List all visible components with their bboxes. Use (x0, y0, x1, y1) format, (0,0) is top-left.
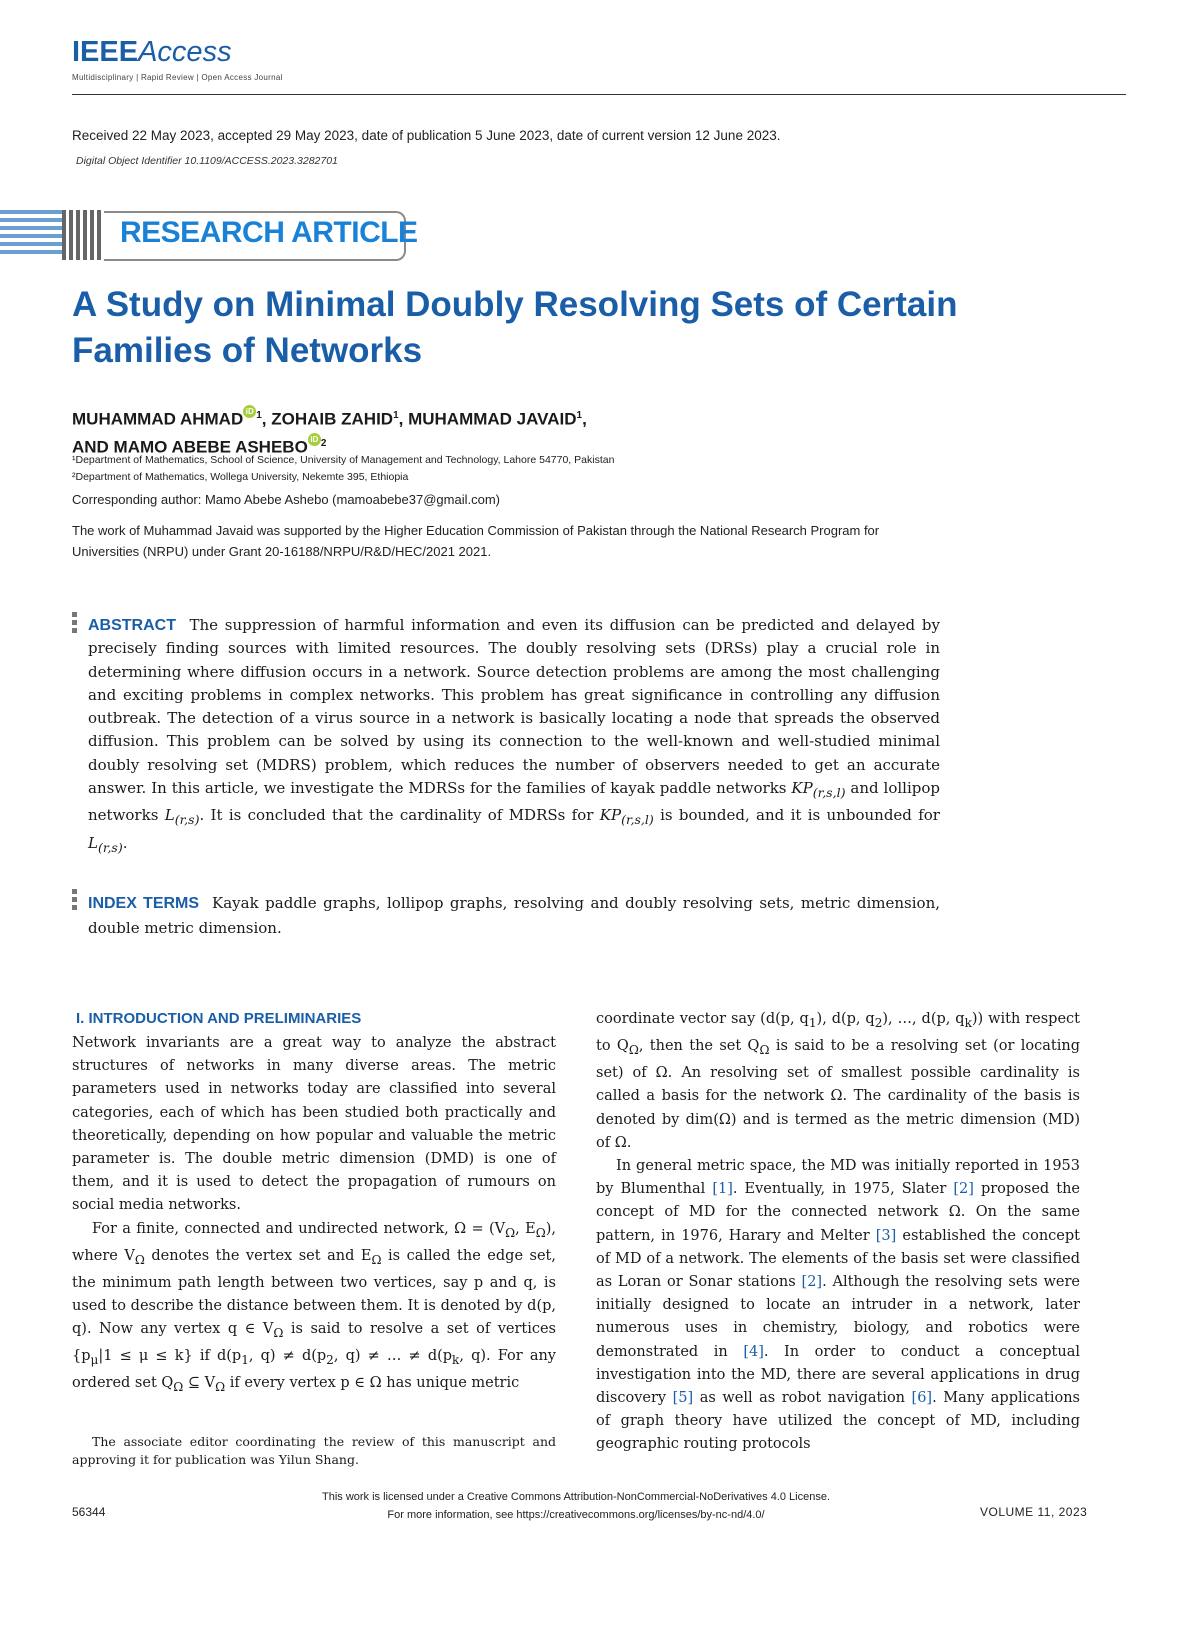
math-symbol: KP (599, 806, 622, 825)
volume-label: VOLUME 11, 2023 (980, 1505, 1088, 1519)
section-heading: I. INTRODUCTION AND PRELIMINARIES (76, 1010, 362, 1027)
affiliation: ¹Department of Mathematics, School of Science, University of Management and Technology, Lahore 54770, Pakistan (72, 454, 615, 466)
article-type-label: RESEARCH ARTICLE (120, 216, 418, 249)
logo-tagline: Multidisciplinary | Rapid Review | Open Access Journal (72, 73, 283, 82)
abstract-text: The suppression of harmful information and even its diffusion can be predicted and delayed by precisely finding sources with limited resources. The doubly resolving sets (DRSs) play a crucial role in determining where diffusion occurs in a network. Source detection problems are among the most challenging and exciting problems in complex networks. This problem has great significance in controlling any diffusion outbreak. The detection of a virus source in a network is basically locating a node that spreads the observed diffusion. This problem can be solved by using its connection to the well-known and well-studied minimal doubly resolving set (MDRS) problem, which reduces the number of observers needed to get an accurate answer. In this article, we investigate the MDRSs for the families of kayak paddle networks (88, 616, 940, 798)
corresponding-author: Corresponding author: Mamo Abebe Ashebo (mamoabebe37@gmail.com) (72, 492, 500, 507)
page-number: 56344 (72, 1505, 106, 1519)
abstract-text: and lollipop networks (88, 779, 940, 825)
paragraph: Network invariants are a great way to analyze the abstract structures of networks in many diverse areas. The metric parameters used in networks today are classified into several categories, each of which has been studied both practically and theoretically, depending on how popular and valuable the metric parameter is. The double metric dimension (DMD) is one of them, and it is used to detect the propagation of rumours on social media networks. (72, 1035, 556, 1214)
paragraph: In general metric space, the MD was initially reported in 1953 by Blumenthal [1]. Eventually, in 1975, Slater [2] proposed the concept of MD for the connected network Ω. On the same pattern, in 1976, Harary and Melter [3] established the concept of MD of a network. The elements of the basis set were classified as Loran or Sonar stations [2]. Although the resolving sets were initially designed to locate an intruder in a network, later numerous uses in chemistry, biology, and robotics were demonstrated in [4]. In order to conduct a conceptual investigation into the MD, there are several applications in drug discovery [5] as well as robot navigation [6]. Many applications of graph theory have utilized the concept of MD, including geographic routing protocols (596, 1158, 1081, 1453)
author-list: MUHAMMAD AHMAD iD $^1$, ZOHAIB ZAHID$^1$, MUHAMMAD JAVAID$^1$, AND MAMO ABEBE ASHEBO iD $^2$ (72, 407, 587, 457)
abstract-marker (72, 612, 78, 636)
orcid-icon[interactable]: iD (243, 405, 256, 418)
author-name: MUHAMMAD AHMAD (72, 409, 244, 429)
affiliation: ²Department of Mathematics, Wollega University, Nekemte 395, Ethiopia (72, 471, 409, 483)
index-terms-text: Kayak paddle graphs, lollipop graphs, resolving and doubly resolving sets, metric dimension, double metric dimension. (88, 894, 941, 937)
paragraph: For a finite, connected and undirected network, $\Omega = (V_\Omega$, $E_\Omega$), where $V_\Omega$ denotes the vertex set and $E_\Omega$ is called the edge set, the minimum path length between two vertices, say p and q, is used to describe the distance between them. It is denoted by d(p, q). Now any vertex q ∈ $V_\Omega$ is said to resolve a set of vertices $\{p_\mu|1 \le \mu \le k\}$ if $d(p_1$, $q) \ne d(p_2$, q) ≠ … ≠ $d(p_k$, q). For any ordered set $Q_\Omega$ ⊆ $V_\Omega$ if every vertex p ∈ Ω has unique metric (72, 1220, 557, 1395)
citation-link[interactable]: [4] (743, 1343, 764, 1360)
license-line: This work is licensed under a Creative Commons Attribution-NonCommercial-NoDerivatives 4.0 License. (321, 1491, 831, 1503)
orcid-icon[interactable]: iD (308, 433, 321, 446)
citation-link[interactable]: [3] (875, 1227, 897, 1244)
math-subscript: (r,s) (97, 839, 123, 855)
abstract-text: is bounded, and it is unbounded for (660, 806, 940, 825)
abstract-text: . (122, 833, 128, 852)
index-terms-marker (72, 889, 78, 913)
citation-link[interactable]: [1] (712, 1181, 733, 1198)
citation-link[interactable]: [2] (801, 1274, 823, 1291)
index-terms (88, 891, 940, 940)
editor-footnote (72, 1433, 556, 1469)
index-terms-heading: INDEX TERMS (88, 895, 200, 912)
abstract-heading: ABSTRACT (88, 617, 176, 634)
paragraph: coordinate vector say (d(p, $q_1$), d(p, $q_2$), …, d(p, $q_k$)) with respect to $Q_\Omega$, then the set $Q_\Omega$ is said to be a resolving set (or locating set) of Ω. An resolving set of smallest possible cardinality is called a basis for the network Ω. The cardinality of the basis is denoted by dim(Ω) and is termed as the metric dimension (MD) of Ω. (596, 1011, 1080, 1151)
funding-note: The work of Muhammad Javaid was supported by the Higher Education Commission of Pakistan through the National Research Program for Universities (NRPU) under Grant 20-16188/NRPU/R&D/HEC/2021 2021. (72, 523, 880, 559)
paper-title: A Study on Minimal Doubly Resolving Sets of Certain Families of Networks (72, 285, 958, 370)
math-subscript: (r,s,l) (621, 812, 654, 828)
footnote-text: The associate editor coordinating the review of this manuscript and approving it for publication was Yilun Shang. (72, 1434, 556, 1467)
received-dates: Received 22 May 2023, accepted 29 May 2023, date of publication 5 June 2023, date of current version 12 June 2023. (72, 128, 781, 143)
citation-link[interactable]: [5] (672, 1390, 694, 1407)
doi: Digital Object Identifier 10.1109/ACCESS.2023.3282701 (76, 155, 338, 167)
math-symbol: L (164, 806, 175, 825)
abstract (88, 614, 940, 859)
math-subscript: (r,s,l) (812, 785, 846, 801)
abstract-text: . It is concluded that the cardinality of MDRSs for (199, 806, 594, 825)
logo-ieee: IEEE (72, 36, 139, 68)
author-name: MUHAMMAD JAVAID (408, 409, 577, 429)
author-name: AND MAMO ABEBE ASHEBO (72, 437, 308, 457)
journal-logo (72, 36, 232, 69)
math-subscript: (r,s) (174, 812, 200, 828)
math-symbol: L (88, 833, 98, 852)
author-name: ZOHAIB ZAHID (271, 409, 394, 429)
header-divider (72, 94, 1126, 95)
math-symbol: KP (791, 779, 813, 798)
citation-link[interactable]: [6] (911, 1390, 933, 1407)
citation-link[interactable]: [2] (953, 1181, 974, 1198)
body-column-left (72, 1032, 556, 1400)
banner-bars (62, 210, 101, 260)
banner-stripes (0, 210, 62, 260)
license-link[interactable]: For more information, see https://creativecommons.org/licenses/by-nc-nd/4.0/ (387, 1509, 765, 1521)
logo-access: Access (138, 36, 232, 68)
body-column-right (596, 1008, 1080, 1457)
